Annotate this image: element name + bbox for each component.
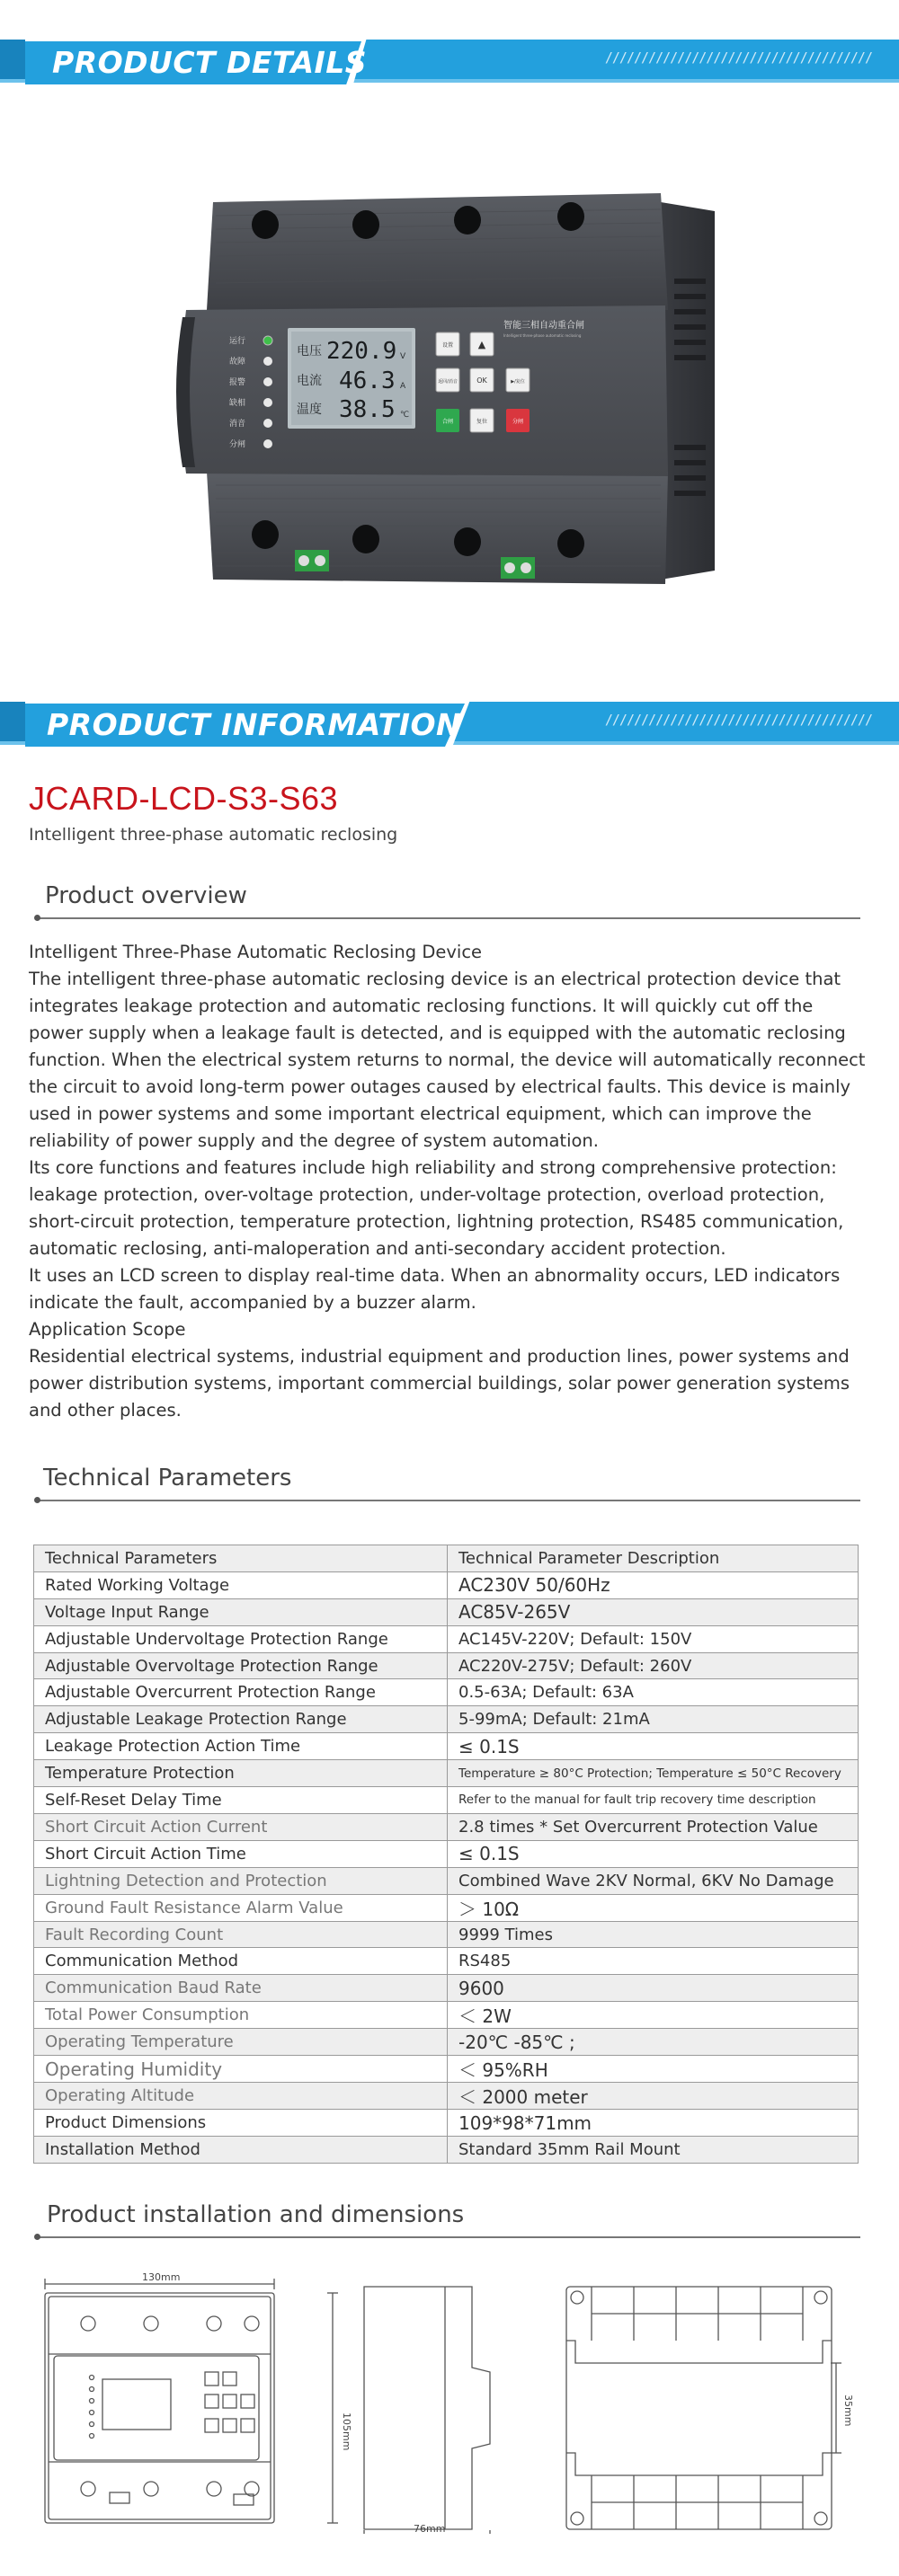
param-name: Operating Temperature bbox=[34, 2029, 448, 2056]
product-subtitle: Intelligent three-phase automatic reclosing bbox=[29, 825, 398, 845]
lcd-value: 46.3 bbox=[339, 367, 396, 394]
param-value: ＞ 10Ω bbox=[448, 1894, 859, 1921]
device-button-label: ▲ bbox=[477, 339, 486, 350]
table-row bbox=[34, 1679, 859, 1706]
param-value: Refer to the manual for fault trip recovery time description bbox=[448, 1787, 859, 1814]
dimension-width: 130mm bbox=[142, 2271, 181, 2283]
table-row bbox=[34, 1598, 859, 1625]
param-name: Adjustable Overcurrent Protection Range bbox=[34, 1679, 448, 1706]
param-value: -20℃ -85℃ ; bbox=[448, 2029, 859, 2056]
param-value: AC220V-275V; Default: 260V bbox=[448, 1652, 859, 1679]
table-row bbox=[34, 2056, 859, 2083]
device-image bbox=[175, 175, 733, 598]
param-name: Operating Humidity bbox=[34, 2056, 448, 2083]
led-label: 消音 bbox=[229, 420, 246, 429]
product-model: JCARD-LCD-S3-S63 bbox=[29, 780, 339, 817]
table-row bbox=[34, 2029, 859, 2056]
overview-paragraph: Intelligent Three-Phase Automatic Reclosing Device bbox=[29, 942, 483, 962]
param-name: Technical Parameters bbox=[34, 1545, 448, 1572]
table-row bbox=[34, 1760, 859, 1787]
param-value: 5-99mA; Default: 21mA bbox=[448, 1706, 859, 1733]
table-row bbox=[34, 1948, 859, 1975]
product-information-banner bbox=[0, 702, 899, 748]
led-label: 分闸 bbox=[229, 440, 246, 449]
device-button-label: OK bbox=[476, 376, 487, 385]
param-value: 9999 Times bbox=[448, 1921, 859, 1948]
param-name: Adjustable Undervoltage Protection Range bbox=[34, 1625, 448, 1652]
param-name: Voltage Input Range bbox=[34, 1598, 448, 1625]
rear-view-drawing bbox=[566, 2287, 841, 2529]
param-value: Temperature ≥ 80°C Protection; Temperature ≤ 50°C Recovery bbox=[448, 1760, 859, 1787]
table-row bbox=[34, 2137, 859, 2164]
dimension-depth: 76mm bbox=[414, 2523, 446, 2534]
param-value: ≤ 0.1S bbox=[448, 1733, 859, 1760]
section-title: Technical Parameters bbox=[43, 1465, 292, 1492]
banner-title: PRODUCT DETAILS bbox=[52, 45, 368, 80]
led-label: 故障 bbox=[229, 358, 246, 367]
device-brand-en: Intelligent three-phase automatic reclosing bbox=[503, 333, 582, 338]
param-name: Short Circuit Action Current bbox=[34, 1813, 448, 1840]
lcd-label: 温度 bbox=[297, 403, 322, 417]
table-row bbox=[34, 1545, 859, 1572]
lcd-label: 电压 bbox=[297, 344, 322, 359]
device-button-label: 分闸 bbox=[512, 419, 524, 425]
device-side bbox=[661, 202, 715, 580]
table-row bbox=[34, 1733, 859, 1760]
param-value: 9600 bbox=[448, 1975, 859, 2002]
section-rule bbox=[38, 2236, 860, 2238]
overview-text bbox=[29, 939, 872, 1424]
param-name: Adjustable Overvoltage Protection Range bbox=[34, 1652, 448, 1679]
device-button-label: 合闸 bbox=[441, 419, 454, 425]
table-row bbox=[34, 1975, 859, 2002]
table-row bbox=[34, 1921, 859, 1948]
overview-paragraph: Residential electrical systems, industrial equipment and production lines, power systems and power distribution systems, important commercial buildings, solar power generation systems and other places. bbox=[29, 1346, 850, 1421]
section-dot bbox=[34, 915, 40, 921]
overview-paragraph: It uses an LCD screen to display real-time data. When an abnormality occurs, LED indicators indicate the fault, accompanied by a buzzer alarm. bbox=[29, 1265, 841, 1313]
device-front-panel bbox=[181, 305, 668, 476]
param-value: 109*98*71mm bbox=[448, 2110, 859, 2137]
section-dot bbox=[34, 2234, 40, 2240]
led-label: 缺相 bbox=[229, 399, 246, 408]
param-name: Leakage Protection Action Time bbox=[34, 1733, 448, 1760]
device-brand: 智能三相自动重合闸 bbox=[503, 321, 584, 331]
param-value: RS485 bbox=[448, 1948, 859, 1975]
table-row bbox=[34, 2110, 859, 2137]
param-name: Operating Altitude bbox=[34, 2083, 448, 2110]
param-name: Rated Working Voltage bbox=[34, 1571, 448, 1598]
table-row bbox=[34, 1571, 859, 1598]
param-name: Adjustable Leakage Protection Range bbox=[34, 1706, 448, 1733]
dimension-drawings bbox=[36, 2264, 863, 2534]
side-view-drawing bbox=[364, 2287, 490, 2534]
banner-title: PRODUCT INFORMATION bbox=[47, 707, 462, 742]
param-value: ≤ 0.1S bbox=[448, 1840, 859, 1867]
param-value: Technical Parameter Description bbox=[448, 1545, 859, 1572]
overview-paragraph: The intelligent three-phase automatic reclosing device is an electrical protection device that integrates leakage protection and automatic reclosing functions. It will quickly cut off the power supply when a leakage fault is detected, and is equipped with the automatic reclosing function. When the electrical system returns to normal, the device will automatically reconnect the circuit to avoid long-term power outages caused by electrical faults. This device is mainly used in power systems and some important electrical equipment, which can improve the reliability of power supply and the degree of system automation. bbox=[29, 969, 866, 1151]
led-label: 运行 bbox=[229, 337, 246, 346]
table-row bbox=[34, 1840, 859, 1867]
param-name: Communication Baud Rate bbox=[34, 1975, 448, 2002]
led-label: 报警 bbox=[229, 378, 246, 387]
table-row bbox=[34, 1625, 859, 1652]
param-value: AC85V-265V bbox=[448, 1598, 859, 1625]
banner-lead bbox=[0, 702, 25, 741]
lcd-unit: V bbox=[400, 352, 406, 361]
table-row bbox=[34, 1787, 859, 1814]
param-name: Communication Method bbox=[34, 1948, 448, 1975]
param-value: ＜ 95%RH bbox=[448, 2056, 859, 2083]
section-rule bbox=[38, 1500, 860, 1501]
table-row bbox=[34, 1867, 859, 1894]
section-title: Product overview bbox=[45, 882, 247, 909]
param-value: 2.8 times * Set Overcurrent Protection Value bbox=[448, 1813, 859, 1840]
param-value: 0.5-63A; Default: 63A bbox=[448, 1679, 859, 1706]
section-rule bbox=[38, 917, 860, 919]
device-button-label: 复位 bbox=[476, 419, 488, 425]
param-value: Standard 35mm Rail Mount bbox=[448, 2137, 859, 2164]
front-view-drawing bbox=[45, 2279, 338, 2523]
device-button-label: 返回/消音 bbox=[438, 379, 458, 385]
param-name: Installation Method bbox=[34, 2137, 448, 2164]
banner-slashes: ///////////////////////////////////// bbox=[604, 712, 872, 728]
overview-paragraph: Its core functions and features include high reliability and strong comprehensive protection: leakage protection, over-voltage protection, under-voltage protection, overload protection, short-circuit protection, temperature protection, lightning protection, RS485 communication, automatic reclosing, anti-maloperation and anti-secondary accident protection. bbox=[29, 1157, 844, 1259]
table-row bbox=[34, 2002, 859, 2029]
table-row bbox=[34, 1652, 859, 1679]
lcd-unit: ℃ bbox=[400, 411, 410, 420]
technical-heading bbox=[29, 1465, 860, 1502]
device-button-label: ▶/复位 bbox=[511, 379, 525, 385]
param-name: Temperature Protection bbox=[34, 1760, 448, 1787]
device-top bbox=[207, 193, 668, 310]
param-name: Fault Recording Count bbox=[34, 1921, 448, 1948]
section-title: Product installation and dimensions bbox=[47, 2201, 465, 2228]
lcd-value: 38.5 bbox=[339, 396, 396, 423]
param-value: ＜ 2W bbox=[448, 2002, 859, 2029]
dimension-rail: 35mm bbox=[842, 2395, 854, 2427]
param-name: Self-Reset Delay Time bbox=[34, 1787, 448, 1814]
overview-paragraph: Application Scope bbox=[29, 1319, 186, 1340]
param-name: Product Dimensions bbox=[34, 2110, 448, 2137]
param-name: Lightning Detection and Protection bbox=[34, 1867, 448, 1894]
param-name: Short Circuit Action Time bbox=[34, 1840, 448, 1867]
param-name: Ground Fault Resistance Alarm Value bbox=[34, 1894, 448, 1921]
lcd-unit: A bbox=[400, 382, 406, 391]
param-value: Combined Wave 2KV Normal, 6KV No Damage bbox=[448, 1867, 859, 1894]
table-row bbox=[34, 1894, 859, 1921]
section-dot bbox=[34, 1497, 40, 1503]
product-details-banner bbox=[0, 40, 899, 86]
lcd-label: 电流 bbox=[297, 374, 322, 388]
table-row bbox=[34, 1706, 859, 1733]
dimension-height: 105mm bbox=[341, 2412, 352, 2451]
overview-heading bbox=[29, 882, 860, 920]
banner-slashes: ///////////////////////////////////// bbox=[604, 49, 872, 66]
param-name: Total Power Consumption bbox=[34, 2002, 448, 2029]
parameter-table bbox=[33, 1545, 859, 2164]
param-value: AC145V-220V; Default: 150V bbox=[448, 1625, 859, 1652]
device-button-label: 设置 bbox=[441, 342, 454, 349]
lcd-value: 220.9 bbox=[326, 338, 397, 365]
banner-lead bbox=[0, 40, 25, 79]
param-value: AC230V 50/60Hz bbox=[448, 1571, 859, 1598]
table-row bbox=[34, 2083, 859, 2110]
installation-heading bbox=[29, 2201, 860, 2239]
param-value: ＜ 2000 meter bbox=[448, 2083, 859, 2110]
table-row bbox=[34, 1813, 859, 1840]
